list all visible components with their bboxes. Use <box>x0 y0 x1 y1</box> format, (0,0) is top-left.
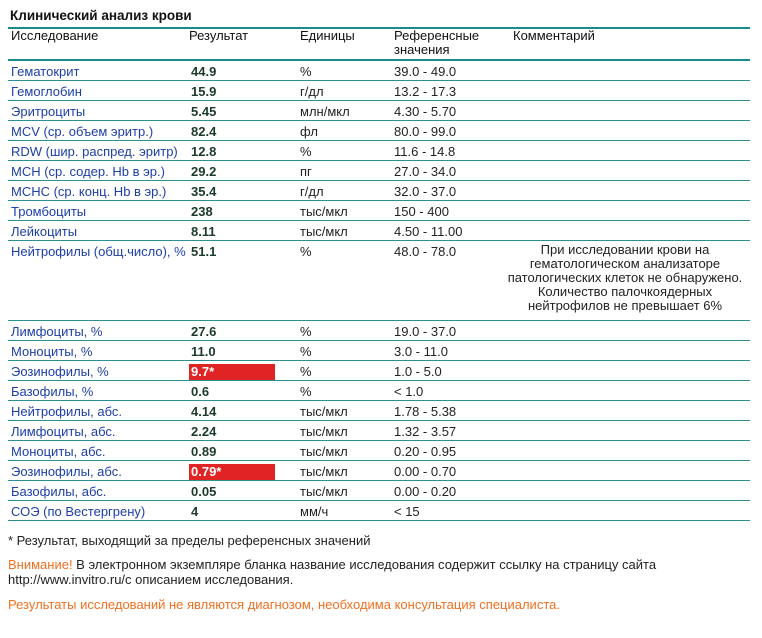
test-name[interactable]: MCHC (ср. конц. Hb в эр.) <box>11 184 167 199</box>
units-value: тыс/мкл <box>300 464 348 479</box>
test-name[interactable]: Базофилы, % <box>11 384 94 399</box>
units-value: % <box>300 144 312 159</box>
units-value: млн/мкл <box>300 104 350 119</box>
result-value: 2.24 <box>191 424 217 439</box>
result-value-flagged: 0.79* <box>189 464 275 480</box>
test-name[interactable]: Гематокрит <box>11 64 80 79</box>
reference-range: 19.0 - 37.0 <box>394 324 457 339</box>
result-value: 4 <box>191 504 199 519</box>
units-value: тыс/мкл <box>300 444 348 459</box>
units-value: % <box>300 324 312 339</box>
reference-range: 1.78 - 5.38 <box>394 404 457 419</box>
result-value: 51.1 <box>191 244 217 259</box>
title-divider <box>8 27 750 29</box>
units-value: % <box>300 384 312 399</box>
table-row <box>8 341 750 361</box>
units-value: г/дл <box>300 184 324 199</box>
result-value: 44.9 <box>191 64 217 79</box>
table-row <box>8 421 750 441</box>
test-name[interactable]: RDW (шир. распред. эритр) <box>11 144 178 159</box>
table-row <box>8 361 750 381</box>
result-value-flagged: 9.7* <box>189 364 275 380</box>
table-row <box>8 461 750 481</box>
result-value: 4.14 <box>191 404 217 419</box>
result-value: 29.2 <box>191 164 217 179</box>
table-row <box>8 501 750 521</box>
table-row <box>8 181 750 201</box>
result-value: 0.05 <box>191 484 217 499</box>
test-name[interactable]: Гемоглобин <box>11 84 82 99</box>
reference-range: 150 - 400 <box>394 204 449 219</box>
test-name[interactable]: Базофилы, абс. <box>11 484 107 499</box>
reference-range: 80.0 - 99.0 <box>394 124 457 139</box>
result-value: 27.6 <box>191 324 217 339</box>
warning-link-line[interactable]: http://www.invitro.ru/с описанием исследования. <box>8 572 294 587</box>
result-value: 0.89 <box>191 444 217 459</box>
units-value: % <box>300 364 312 379</box>
header-reference-line2: значения <box>394 42 450 57</box>
header-reference <box>394 29 479 57</box>
table-row <box>8 101 750 121</box>
reference-range: 4.30 - 5.70 <box>394 104 457 119</box>
disclaimer: Результаты исследований не являются диагнозом, необходима консультация специалиста. <box>8 597 560 612</box>
reference-range: 39.0 - 49.0 <box>394 64 457 79</box>
units-value: мм/ч <box>300 504 329 519</box>
table-row <box>8 201 750 221</box>
test-name[interactable]: Тромбоциты <box>11 204 87 219</box>
table-row <box>8 61 750 81</box>
result-value: 8.11 <box>191 224 216 239</box>
header-comment: Комментарий <box>513 28 595 43</box>
reference-range: 1.0 - 5.0 <box>394 364 442 379</box>
test-name[interactable]: MCH (ср. содер. Hb в эр.) <box>11 164 165 179</box>
units-value: тыс/мкл <box>300 404 348 419</box>
test-name[interactable]: Эритроциты <box>11 104 86 119</box>
reference-range: 32.0 - 37.0 <box>394 184 457 199</box>
test-name[interactable]: Нейтрофилы, абс. <box>11 404 123 419</box>
test-name[interactable]: MCV (ср. объем эритр.) <box>11 124 154 139</box>
table-row <box>8 401 750 421</box>
table-row <box>8 81 750 101</box>
table-row <box>8 441 750 461</box>
test-name[interactable]: Эозинофилы, абс. <box>11 464 122 479</box>
reference-range: 0.00 - 0.70 <box>394 464 457 479</box>
units-value: тыс/мкл <box>300 484 348 499</box>
test-name[interactable]: Моноциты, абс. <box>11 444 106 459</box>
units-value: тыс/мкл <box>300 224 348 239</box>
reference-range: 0.00 - 0.20 <box>394 484 457 499</box>
result-value: 12.8 <box>191 144 217 159</box>
result-value: 11.0 <box>191 344 216 359</box>
test-name[interactable]: Моноциты, % <box>11 344 93 359</box>
comment-text: При исследовании крови на гематологическом анализаторе патологических клеток не обнаружено. Количество палочкоядерных нейтрофилов не превышает 6% <box>507 242 743 313</box>
units-value: г/дл <box>300 84 324 99</box>
warning-label: Внимание! <box>8 557 73 572</box>
header-units: Единицы <box>300 28 355 43</box>
units-value: фл <box>300 124 318 139</box>
table-row <box>8 481 750 501</box>
header-test: Исследование <box>11 28 99 43</box>
test-name[interactable]: Эозинофилы, % <box>11 364 109 379</box>
reference-range: 27.0 - 34.0 <box>394 164 457 179</box>
footnote: * Результат, выходящий за пределы референсных значений <box>8 533 371 548</box>
result-value: 0.6 <box>191 384 210 399</box>
result-value: 82.4 <box>191 124 217 139</box>
reference-range: 48.0 - 78.0 <box>394 244 457 259</box>
units-value: тыс/мкл <box>300 424 348 439</box>
result-value: 15.9 <box>191 84 217 99</box>
test-name[interactable]: Лимфоциты, % <box>11 324 103 339</box>
test-name[interactable]: СОЭ (по Вестергрену) <box>11 504 146 519</box>
reference-range: < 1.0 <box>394 384 424 399</box>
table-row <box>8 221 750 241</box>
reference-range: < 15 <box>394 504 420 519</box>
reference-range: 4.50 - 11.00 <box>394 224 463 239</box>
warning-text: В электронном экземпляре бланка название исследования содержит ссылку на страницу сайта <box>72 557 657 572</box>
header-result: Результат <box>189 28 249 43</box>
table-row <box>8 141 750 161</box>
reference-range: 3.0 - 11.0 <box>394 344 448 359</box>
test-name[interactable]: Лейкоциты <box>11 224 78 239</box>
reference-range: 13.2 - 17.3 <box>394 84 457 99</box>
reference-range: 0.20 - 0.95 <box>394 444 457 459</box>
report-title: Клинический анализ крови <box>10 8 192 23</box>
test-name[interactable]: Лимфоциты, абс. <box>11 424 116 439</box>
reference-range: 11.6 - 14.8 <box>394 144 456 159</box>
units-value: % <box>300 64 312 79</box>
units-value: тыс/мкл <box>300 204 348 219</box>
units-value: % <box>300 344 312 359</box>
table-row <box>8 121 750 141</box>
result-value: 5.45 <box>191 104 217 119</box>
header-reference-line1: Референсные <box>394 28 480 43</box>
reference-range: 1.32 - 3.57 <box>394 424 457 439</box>
table-row <box>8 241 750 321</box>
test-name[interactable]: Нейтрофилы (общ.число), % <box>11 244 186 259</box>
result-value: 35.4 <box>191 184 217 199</box>
result-value: 238 <box>191 204 213 219</box>
table-row <box>8 321 750 341</box>
units-value: пг <box>300 164 312 179</box>
warning-line1 <box>8 557 656 572</box>
table-row <box>8 381 750 401</box>
table-row <box>8 161 750 181</box>
units-value: % <box>300 244 312 259</box>
